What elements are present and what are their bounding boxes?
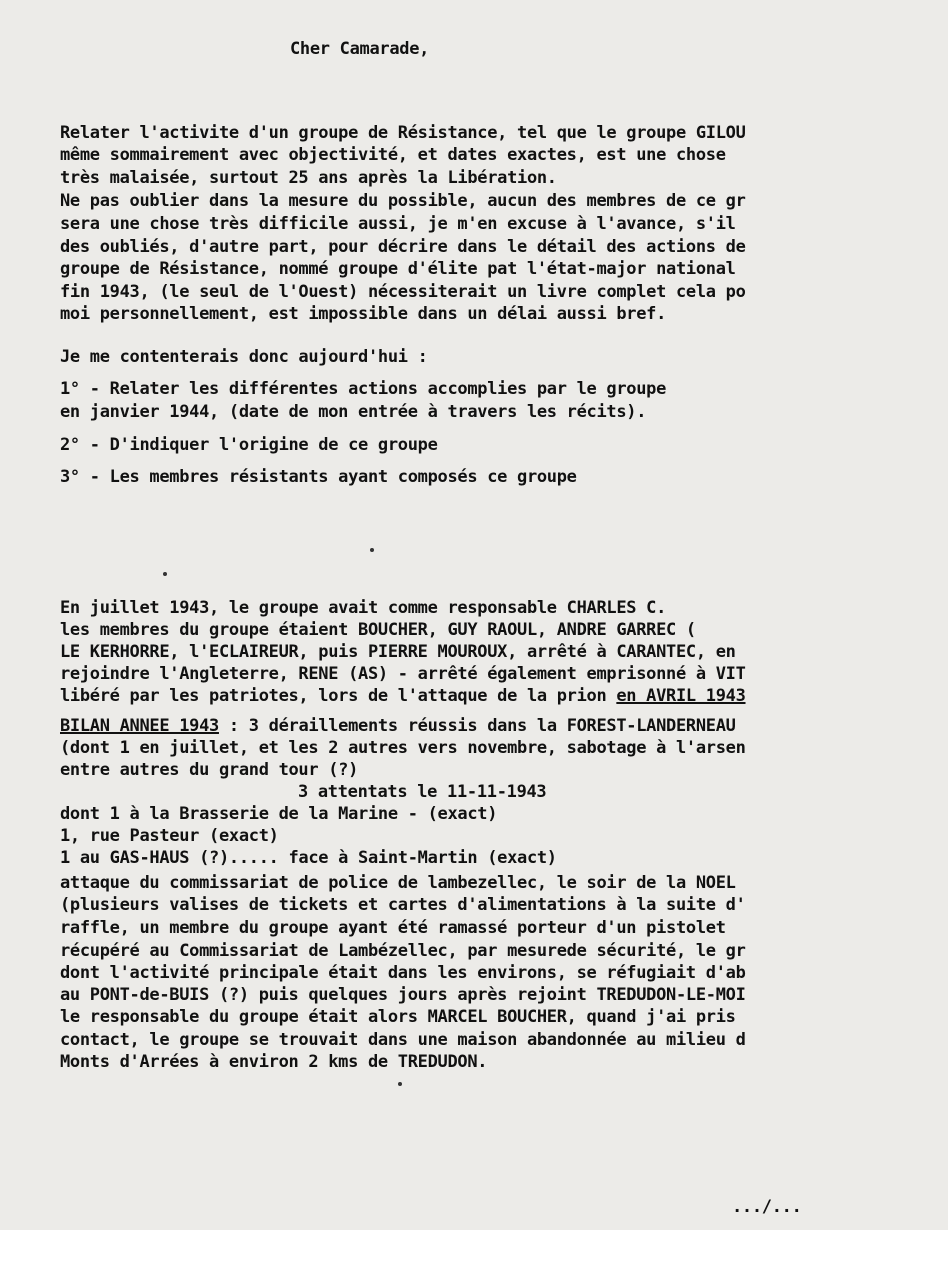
bilan-line: 3 attentats le 11-11-1943 (298, 782, 547, 802)
intro-line: sera une chose très difficile aussi, je m'en excuse à l'avance, s'il (60, 214, 736, 234)
bilan-line: attaque du commissariat de police de lambezellec, le soir de la NOEL (60, 873, 736, 893)
july-line: LE KERHORRE, l'ECLAIREUR, puis PIERRE MOUROUX, arrêté à CARANTEC, en (60, 642, 736, 662)
liberated-line (60, 685, 746, 707)
point-line: 3° - Les membres résistants ayant composés ce groupe (60, 467, 577, 487)
bilan-line: (dont 1 en juillet, et les 2 autres vers novembre, sabotage à l'arsen (60, 738, 746, 758)
ink-dot (163, 572, 167, 576)
intro-line: très malaisée, surtout 25 ans après la Libération. (60, 168, 557, 188)
intro-line: Relater l'activite d'un groupe de Résistance, tel que le groupe GILOU (60, 123, 746, 143)
bilan-line: Monts d'Arrées à environ 2 kms de TREDUDON. (60, 1052, 488, 1072)
bilan-line: au PONT-de-BUIS (?) puis quelques jours après rejoint TREDUDON-LE-MOI (60, 985, 746, 1005)
continuation-mark: .../... (732, 1197, 802, 1217)
contentment-line: Je me contenterais donc aujourd'hui : (60, 347, 428, 367)
point-line: 1° - Relater les différentes actions accomplies par le groupe (60, 379, 667, 399)
ink-dot (398, 1082, 402, 1086)
bilan-line: contact, le groupe se trouvait dans une maison abandonnée au milieu d (60, 1030, 746, 1050)
bilan-line: le responsable du groupe était alors MARCEL BOUCHER, quand j'ai pris (60, 1007, 736, 1027)
bilan-line: entre autres du grand tour (?) (60, 760, 359, 780)
bilan-line: (plusieurs valises de tickets et cartes d'alimentations à la suite d' (60, 895, 746, 915)
intro-line: fin 1943, (le seul de l'Ouest) nécessiterait un livre complet cela po (60, 282, 746, 302)
greeting: Cher Camarade, (290, 39, 430, 59)
liberated-date: en AVRIL 1943 (616, 686, 746, 706)
bilan-line: dont l'activité principale était dans les environs, se réfugiait d'ab (60, 963, 746, 983)
bilan-rest: : 3 déraillements réussis dans la FOREST-LANDERNEAU (218, 716, 736, 736)
july-line: les membres du groupe étaient BOUCHER, GUY RAOUL, ANDRE GARREC ( (60, 620, 696, 640)
bilan-line: récupéré au Commissariat de Lambézellec, par mesurede sécurité, le gr (60, 941, 746, 961)
point-line: 2° - D'indiquer l'origine de ce groupe (60, 435, 438, 455)
point-line: en janvier 1944, (date de mon entrée à travers les récits). (60, 402, 647, 422)
intro-line: des oubliés, d'autre part, pour décrire dans le détail des actions de (60, 237, 746, 257)
intro-line: Ne pas oublier dans la mesure du possible, aucun des membres de ce gr (60, 191, 746, 211)
bilan-line: 1 au GAS-HAUS (?)..... face à Saint-Martin (exact) (60, 848, 557, 868)
bilan-heading-line (60, 715, 736, 737)
bilan-title: BILAN ANNEE 1943 (60, 716, 219, 736)
bilan-line: dont 1 à la Brasserie de la Marine - (exact) (60, 804, 498, 824)
liberated-text: libéré par les patriotes, lors de l'attaque de la prion (60, 686, 617, 706)
july-line: rejoindre l'Angleterre, RENE (AS) - arrêté également emprisonné à VIT (60, 664, 746, 684)
july-line: En juillet 1943, le groupe avait comme responsable CHARLES C. (60, 598, 667, 618)
intro-line: même sommairement avec objectivité, et dates exactes, est une chose (60, 145, 726, 165)
intro-line: groupe de Résistance, nommé groupe d'élite pat l'état-major national (60, 259, 736, 279)
bilan-line: raffle, un membre du groupe ayant été ramassé porteur d'un pistolet (60, 918, 726, 938)
ink-dot (370, 548, 374, 552)
bilan-line: 1, rue Pasteur (exact) (60, 826, 279, 846)
intro-line: moi personnellement, est impossible dans un délai aussi bref. (60, 304, 667, 324)
